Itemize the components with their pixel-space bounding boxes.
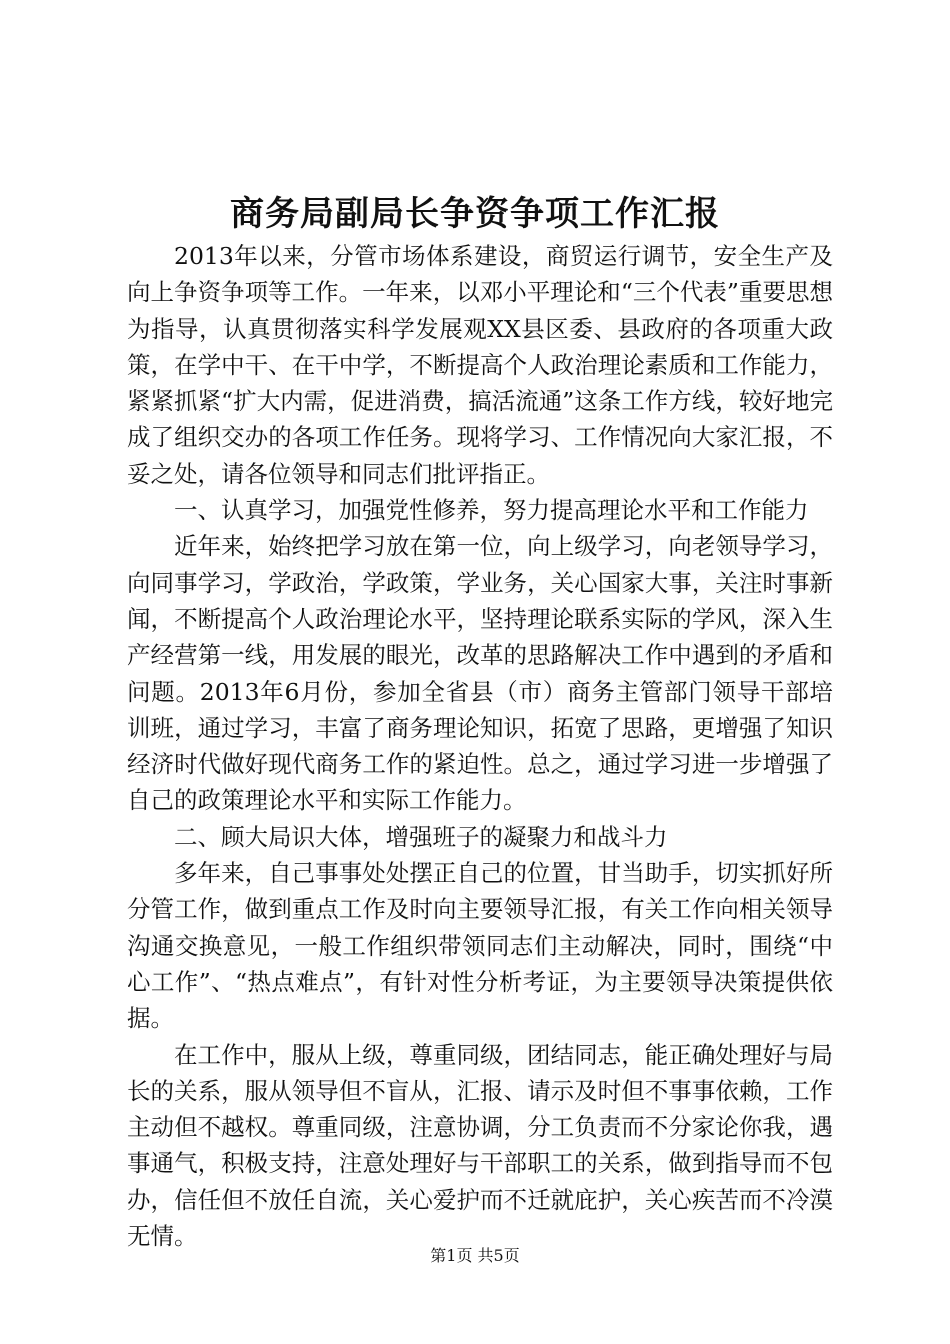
page-number-footer: 第1页 共5页 <box>430 1246 520 1265</box>
paragraph-teamwork: 多年来，自己事事处处摆正自己的位置，甘当助手，切实抓好所分管工作，做到重点工作及时向主要领导汇报，有关工作向相关领导沟通交换意见，一般工作组织带领同志们主动解决，同时，围绕“中心工作”、“热点难点”，有针对性分析考证，为主要领导决策提供依据。 <box>127 859 833 1033</box>
section-heading-1: 一、认真学习，加强党性修养，努力提高理论水平和工作能力 <box>174 496 809 525</box>
document-title: 商务局副局长争资争项工作汇报 <box>230 194 720 234</box>
section-heading-2: 二、顾大局识大体，增强班子的凝聚力和战斗力 <box>174 822 668 851</box>
document-body <box>127 238 833 1254</box>
paragraph-study: 近年来，始终把学习放在第一位，向上级学习，向老领导学习，向同事学习，学政治，学政策，学业务，关心国家大事，关注时事新闻，不断提高个人政治理论水平，坚持理论联系实际的学风，深入生产经营第一线，用发展的眼光，改革的思路解决工作中遇到的矛盾和问题。2013年6月份，参加全省县（市）商务主管部门领导干部培训班，通过学习，丰富了商务理论知识，拓宽了思路，更增强了知识经济时代做好现代商务工作的紧迫性。总之，通过学习进一步增强了自己的政策理论水平和实际工作能力。 <box>127 532 833 815</box>
paragraph-intro: 2013年以来，分管市场体系建设，商贸运行调节，安全生产及向上争资争项等工作。一年来，以邓小平理论和“三个代表”重要思想为指导，认真贯彻落实科学发展观XX县区委、县政府的各项重大政策，在学中干、在干中学，不断提高个人政治理论素质和工作能力，紧紧抓紧“扩大内需，促进消费，搞活流通”这条工作方线，较好地完成了组织交办的各项工作任务。现将学习、工作情况向大家汇报，不妥之处，请各位领导和同志们批评指正。 <box>127 242 833 488</box>
paragraph-relations: 在工作中，服从上级，尊重同级，团结同志，能正确处理好与局长的关系，服从领导但不盲从，汇报、请示及时但不事事依赖，工作主动但不越权。尊重同级，注意协调，分工负责而不分家论你我，遇事通气，积极支持，注意处理好与干部职工的关系，做到指导而不包办，信任但不放任自流，关心爱护而不迁就庇护，关心疾苦而不冷漠无情。 <box>127 1040 833 1251</box>
